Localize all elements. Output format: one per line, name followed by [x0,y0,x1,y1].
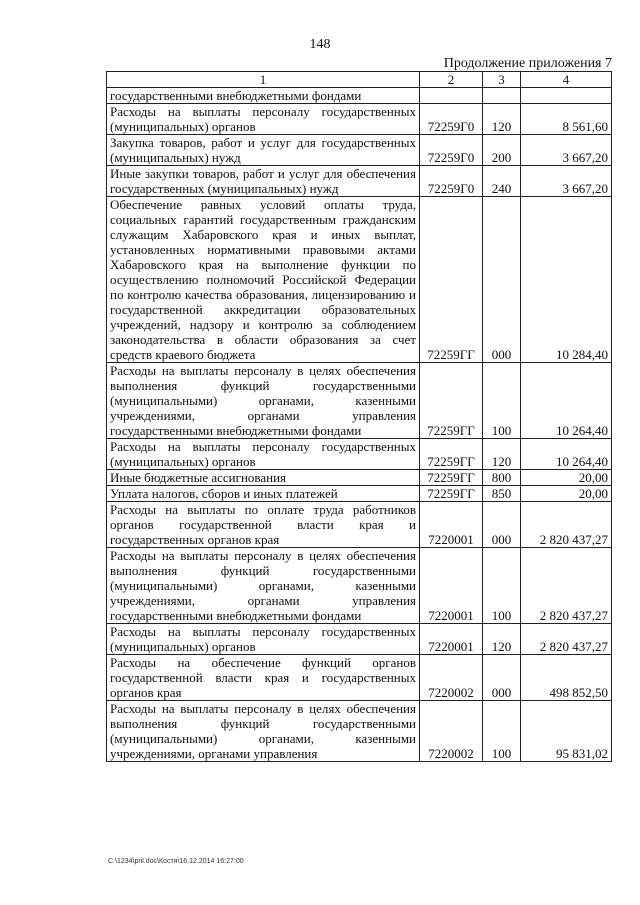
column-header-code: 2 [420,72,483,88]
column-header-amount: 4 [521,72,612,88]
row-amount-cell [521,88,612,104]
row-amount-cell: 10 264,40 [521,439,612,470]
row-name-cell: Расходы на выплаты персоналу в целях обеспечения выполнения функций государственными (муниципальными) органами, казенными учреждениями, органами управления государственными внебюджетными фондами [107,363,420,439]
row-code-cell: 7220001 [420,624,483,655]
row-code-cell [420,88,483,104]
table-row [107,197,612,363]
row-type-cell: 850 [483,486,521,502]
continuation-label: Продолжение приложения 7 [443,56,612,71]
row-type-cell: 100 [483,363,521,439]
row-type-cell: 120 [483,624,521,655]
row-type-cell: 000 [483,197,521,363]
table-row [107,548,612,624]
row-name-cell: Уплата налогов, сборов и иных платежей [107,486,420,502]
row-amount-cell: 20,00 [521,486,612,502]
row-amount-cell: 2 820 437,27 [521,624,612,655]
row-name-cell: Обеспечение равных условий оплаты труда, социальных гарантий государственным гражданским служащим Хабаровского края и иных выплат, установленных нормативными правовыми актами Хабаровского края на выполнение функции по осуществлению полномочий Российской Федерации по контролю качества образования, лицензированию и государственной аккредитации образовательных учреждений, надзору и контролю за соблюдением законодательства в области образования за счет средств краевого бюджета [107,197,420,363]
column-header-type: 3 [483,72,521,88]
table-row [107,363,612,439]
row-name-cell: Расходы на обеспечение функций органов государственной власти края и государственных органов края [107,655,420,701]
row-type-cell: 200 [483,135,521,166]
table-row [107,701,612,762]
row-name-cell: Расходы на выплаты персоналу государственных (муниципальных) органов [107,104,420,135]
table-row [107,502,612,548]
table-body [107,88,612,762]
row-amount-cell: 10 284,40 [521,197,612,363]
row-type-cell: 100 [483,548,521,624]
table-row [107,486,612,502]
row-code-cell: 72259ГГ [420,197,483,363]
row-name-cell: Иные бюджетные ассигнования [107,470,420,486]
row-amount-cell: 2 820 437,27 [521,548,612,624]
row-code-cell: 72259Г0 [420,104,483,135]
row-amount-cell: 10 264,40 [521,363,612,439]
table-row [107,88,612,104]
row-amount-cell: 2 820 437,27 [521,502,612,548]
row-type-cell: 240 [483,166,521,197]
row-code-cell: 72259ГГ [420,439,483,470]
row-name-cell: Расходы на выплаты персоналу в целях обеспечения выполнения функций государственными (муниципальными) органами, казенными учреждениями, органами управления [107,701,420,762]
row-type-cell [483,88,521,104]
row-amount-cell: 498 852,50 [521,655,612,701]
row-code-cell: 7220001 [420,502,483,548]
table-row [107,624,612,655]
column-header-name: 1 [107,72,420,88]
row-amount-cell: 3 667,20 [521,135,612,166]
row-code-cell: 72259ГГ [420,363,483,439]
row-type-cell: 800 [483,470,521,486]
row-name-cell: Иные закупки товаров, работ и услуг для обеспечения государственных (муниципальных) нужд [107,166,420,197]
row-name-cell: Расходы на выплаты персоналу государственных (муниципальных) органов [107,439,420,470]
row-code-cell: 72259ГГ [420,470,483,486]
row-name-cell: государственными внебюджетными фондами [107,88,420,104]
row-code-cell: 72259Г0 [420,135,483,166]
row-name-cell: Закупка товаров, работ и услуг для государственных (муниципальных) нужд [107,135,420,166]
budget-table [106,71,612,762]
row-type-cell: 000 [483,502,521,548]
row-amount-cell: 8 561,60 [521,104,612,135]
row-code-cell: 7220002 [420,655,483,701]
row-type-cell: 120 [483,439,521,470]
row-type-cell: 000 [483,655,521,701]
row-code-cell: 72259Г0 [420,166,483,197]
file-path-footer: C:\1234\pril.doc\Костя\16.12.2014 16:27:00 [108,858,244,865]
row-name-cell: Расходы на выплаты персоналу в целях обеспечения выполнения функций государственными (муниципальными) органами, казенными учреждениями, органами управления государственными внебюджетными фондами [107,548,420,624]
row-code-cell: 7220002 [420,701,483,762]
table-row [107,655,612,701]
table-row [107,166,612,197]
table-row [107,439,612,470]
row-amount-cell: 95 831,02 [521,701,612,762]
table-row [107,470,612,486]
row-amount-cell: 3 667,20 [521,166,612,197]
row-type-cell: 120 [483,104,521,135]
row-code-cell: 72259ГГ [420,486,483,502]
row-name-cell: Расходы на выплаты по оплате труда работников органов государственной власти края и государственных органов края [107,502,420,548]
table-header-row [107,72,612,88]
row-amount-cell: 20,00 [521,470,612,486]
row-code-cell: 7220001 [420,548,483,624]
table-row [107,135,612,166]
row-name-cell: Расходы на выплаты персоналу государственных (муниципальных) органов [107,624,420,655]
page-number: 148 [309,37,331,52]
row-type-cell: 100 [483,701,521,762]
table-row [107,104,612,135]
